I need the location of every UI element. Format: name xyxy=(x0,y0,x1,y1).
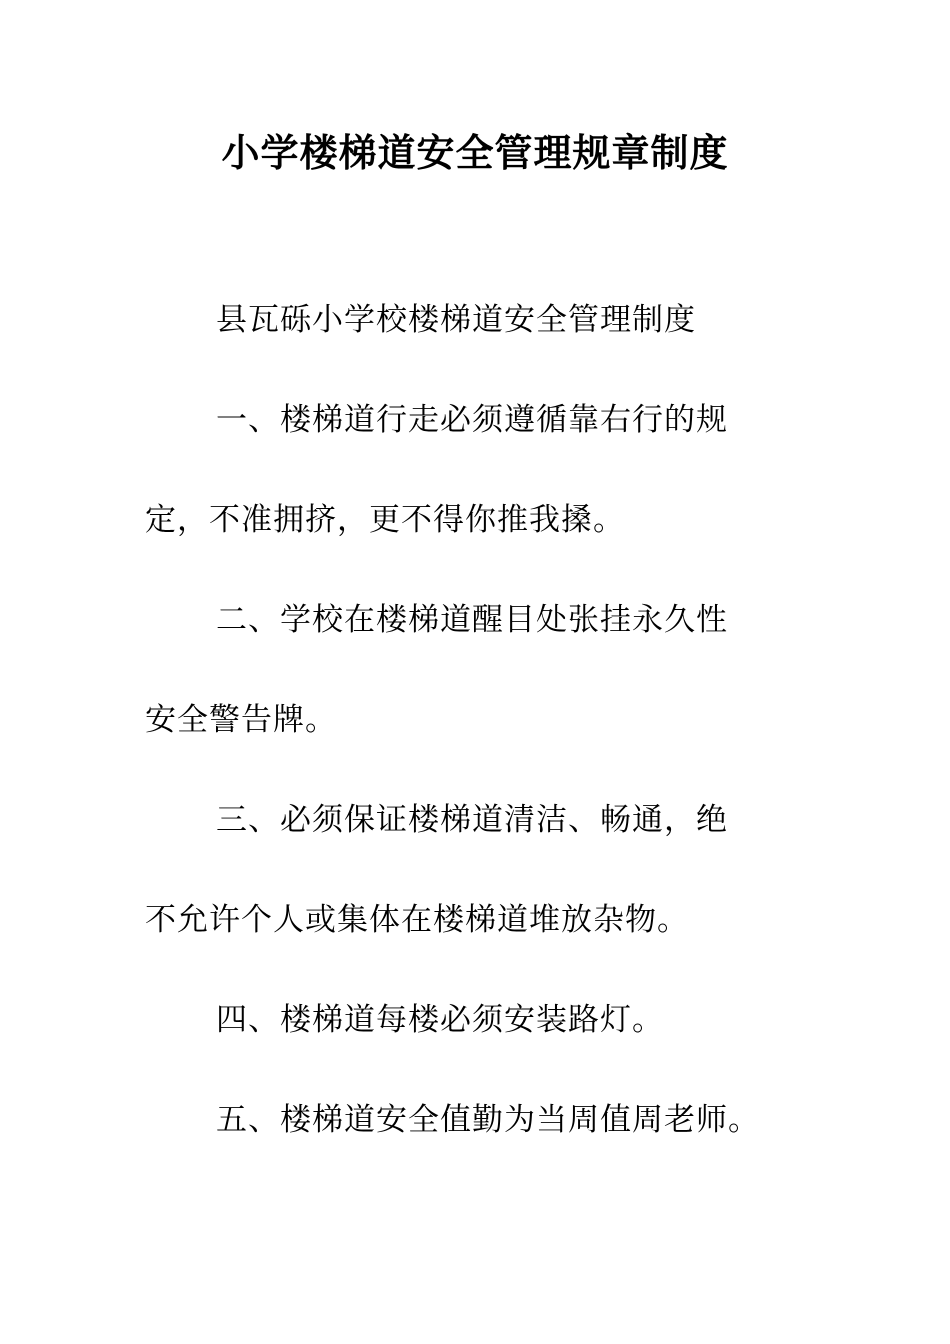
document-title: 小学楼梯道安全管理规章制度 xyxy=(221,130,729,175)
rule-3-line-1: 三、必须保证楼梯道清洁、畅通，绝 xyxy=(216,802,728,838)
rule-1-line-2: 定，不准拥挤，更不得你推我搡。 xyxy=(145,502,625,538)
rule-2-line-1: 二、学校在楼梯道醒目处张挂永久性 xyxy=(216,602,728,638)
rule-5-line: 五、楼梯道安全值勤为当周值周老师。 xyxy=(216,1102,760,1138)
rule-2-line-2: 安全警告牌。 xyxy=(145,702,337,738)
document-body xyxy=(145,300,795,1140)
rule-1-line-1: 一、楼梯道行走必须遵循靠右行的规 xyxy=(216,402,728,438)
rule-3-line-2: 不允许个人或集体在楼梯道堆放杂物。 xyxy=(145,902,689,938)
subtitle-line: 县瓦砾小学校楼梯道安全管理制度 xyxy=(216,302,696,338)
rule-4-line: 四、楼梯道每楼必须安装路灯。 xyxy=(216,1002,664,1038)
